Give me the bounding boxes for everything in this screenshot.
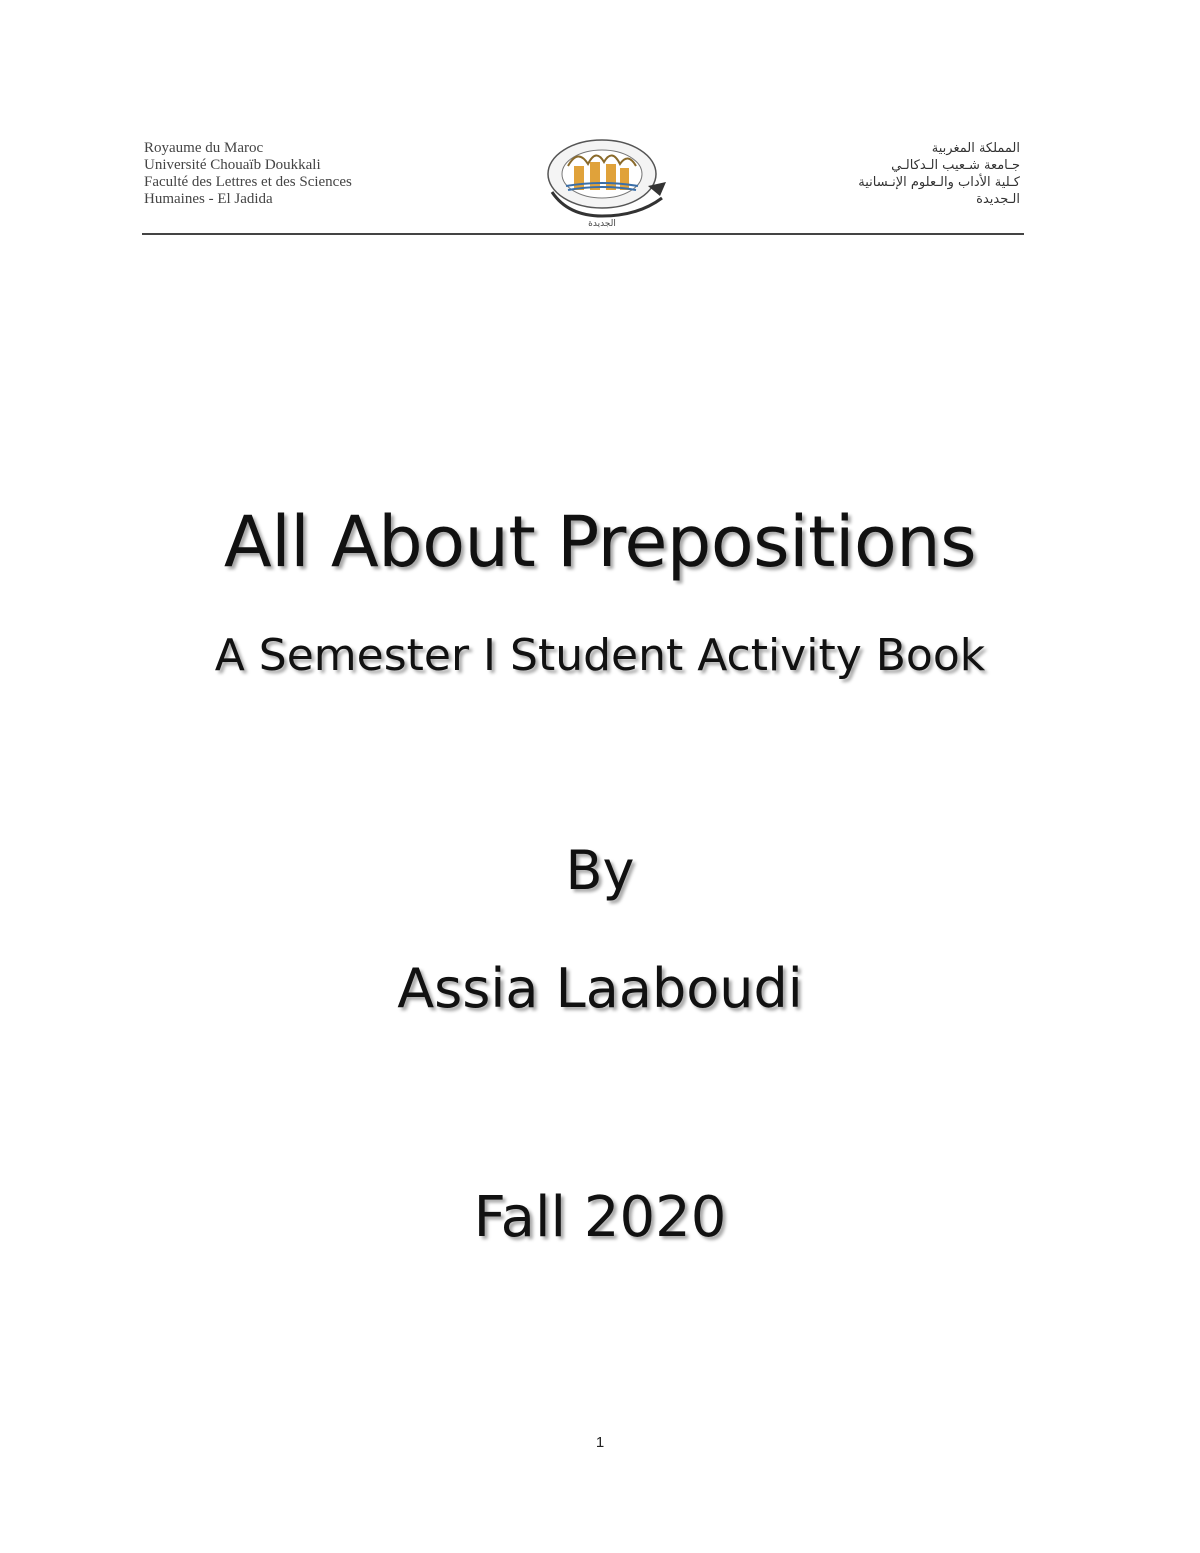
letterhead-arabic-line: جـامعة شـعيب الـدكالـي [891, 158, 1020, 173]
letterhead [142, 140, 1024, 236]
letterhead-arabic [858, 140, 1020, 208]
letterhead-divider [142, 233, 1024, 235]
author-name: Assia Laaboudi [397, 957, 803, 1020]
book-title: All About Prepositions [223, 501, 977, 583]
letterhead-arabic-line: كـلية الأداب والـعلوم الإنـسانية [858, 175, 1020, 190]
svg-text:الجديدة: الجديدة [588, 219, 616, 228]
letterhead-arabic-line: الـجديدة [976, 192, 1020, 207]
letterhead-french-line: Université Chouaïb Doukkali [144, 157, 321, 173]
letterhead-french-line: Faculté des Lettres et des Sciences [144, 174, 352, 190]
page-number: 1 [595, 1434, 605, 1451]
letterhead-arabic-line: المملكة المغربية [931, 141, 1020, 156]
letterhead-french-line: Royaume du Maroc [144, 140, 264, 156]
publication-date: Fall 2020 [473, 1185, 727, 1250]
byline-label: By [565, 839, 635, 902]
book-subtitle: A Semester I Student Activity Book [214, 630, 986, 681]
letterhead-french [144, 140, 352, 208]
faculty-seal-icon [538, 136, 682, 228]
letterhead-french-line: Humaines - El Jadida [144, 191, 273, 207]
